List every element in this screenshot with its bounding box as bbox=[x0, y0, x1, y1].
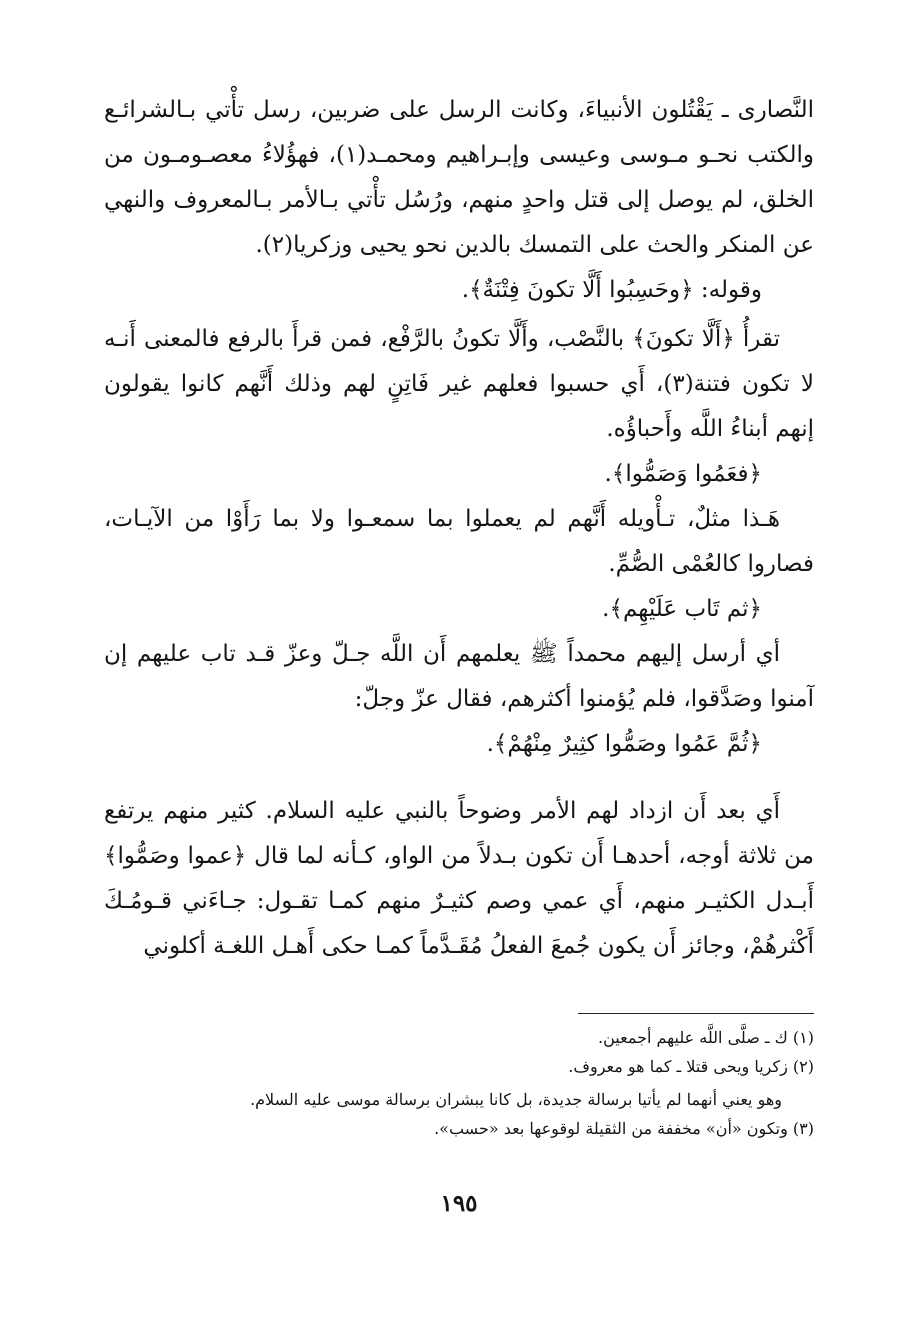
book-page bbox=[104, 88, 814, 1228]
paragraph-baad: أَي بعد أَن ازداد لهم الأمر وضوحاً بالنبي عليه السلام. كثير منهم يرتفع من ثلاثة أوجه، أحدهـا أَن تكون بـدلاً من الواو، كـأنه لما قال ﴿عموا وصَمُّوا﴾ أَبـدل الكثيـر منهم، أَي عمي وصم كثيـرٌ منهم كمـا تقـول: جـاءَني قـومُـكَ أَكْثرهُمْ، وجائز أَن يكون جُمعَ الفعلُ مُقَـدَّماً كمـا حكى أَهـل اللغـة أكلوني bbox=[104, 798, 814, 959]
page-number: ١٩٥ bbox=[440, 1190, 478, 1217]
footnote-3: (٣) وتكون «أن» مخففة من الثقيلة لوقوعها بعد «حسب». bbox=[434, 1119, 814, 1138]
footnote-2: (٢) زكريا ويحى قتلا ـ كما هو معروف. bbox=[568, 1057, 814, 1076]
quote-wahasibu: وقوله: ﴿وحَسِبُوا أَلَّا تكونَ فِتْنَةٌ﴾. bbox=[461, 277, 762, 303]
paragraph-mathal: هَـذا مثلٌ، تـأْويله أَنَّهم لم يعملوا بما سمعـوا ولا بما رَأَوْا من الآيـات، فصاروا كالعُمْى الصُّمِّ. bbox=[104, 506, 814, 577]
footnotes bbox=[104, 1023, 814, 1143]
footnote-1: (١) ك ـ صلَّى اللَّه عليهم أجمعين. bbox=[598, 1028, 814, 1047]
footnote-divider bbox=[578, 1013, 814, 1014]
quote-thumma-amu: ﴿ثُمَّ عَمُوا وصَمُّوا كثِيرٌ مِنْهُمْ﴾. bbox=[486, 731, 762, 757]
quote-faamu: ﴿فعَمُوا وَصَمُّوا﴾. bbox=[604, 461, 762, 487]
quote-thumma-taba: ﴿ثم تَاب عَلَيْهِم﴾. bbox=[602, 596, 762, 622]
footnote-2-continued: وهو يعني أنهما لم يأتيا برسالة جديدة، بل كانا يبشران برسالة موسى عليه السلام. bbox=[250, 1090, 782, 1109]
paragraph-arsala: أي أرسل إليهم محمداً ﷺ يعلمهم أَن اللَّه جـلّ وعزّ قـد تاب عليهم إن آمنوا وصَدَّقوا، فلم يُؤمنوا أكثرهم، فقال عزّ وجلّ: bbox=[104, 641, 814, 712]
paragraph-prophets: النَّصارى ـ يَقْتُلون الأنبياءَ، وكانت الرسل على ضربين، رسل تأْتي بـالشرائـع والكتب نحـو مـوسى وعيسى وإبـراهيم ومحمـد(١)، فهؤُلاءُ معصـومـون من الخلق، لم يوصل إلى قتل واحدٍ منهم، ورُسُل تأْتي بـالأمر بـالمعروف والنهي عن المنكر والحث على التمسك بالدين نحو يحيى وزكريا(٢). bbox=[104, 97, 814, 258]
paragraph-reading: تقرأُ ﴿أَلَّا تكونَ﴾ بالنَّصْب، وأَلَّا تكونُ بالرَّفْع، فمن قرأَ بالرفع فالمعنى أَنـه لا تكون فتنة(٣)، أَي حسبوا فعلهم غير فَاتِنٍ لهم وذلك أَنَّهم كانوا يقولون إنهم أبناءُ اللَّه وأَحباؤُه. bbox=[104, 326, 815, 442]
main-text bbox=[104, 88, 814, 969]
